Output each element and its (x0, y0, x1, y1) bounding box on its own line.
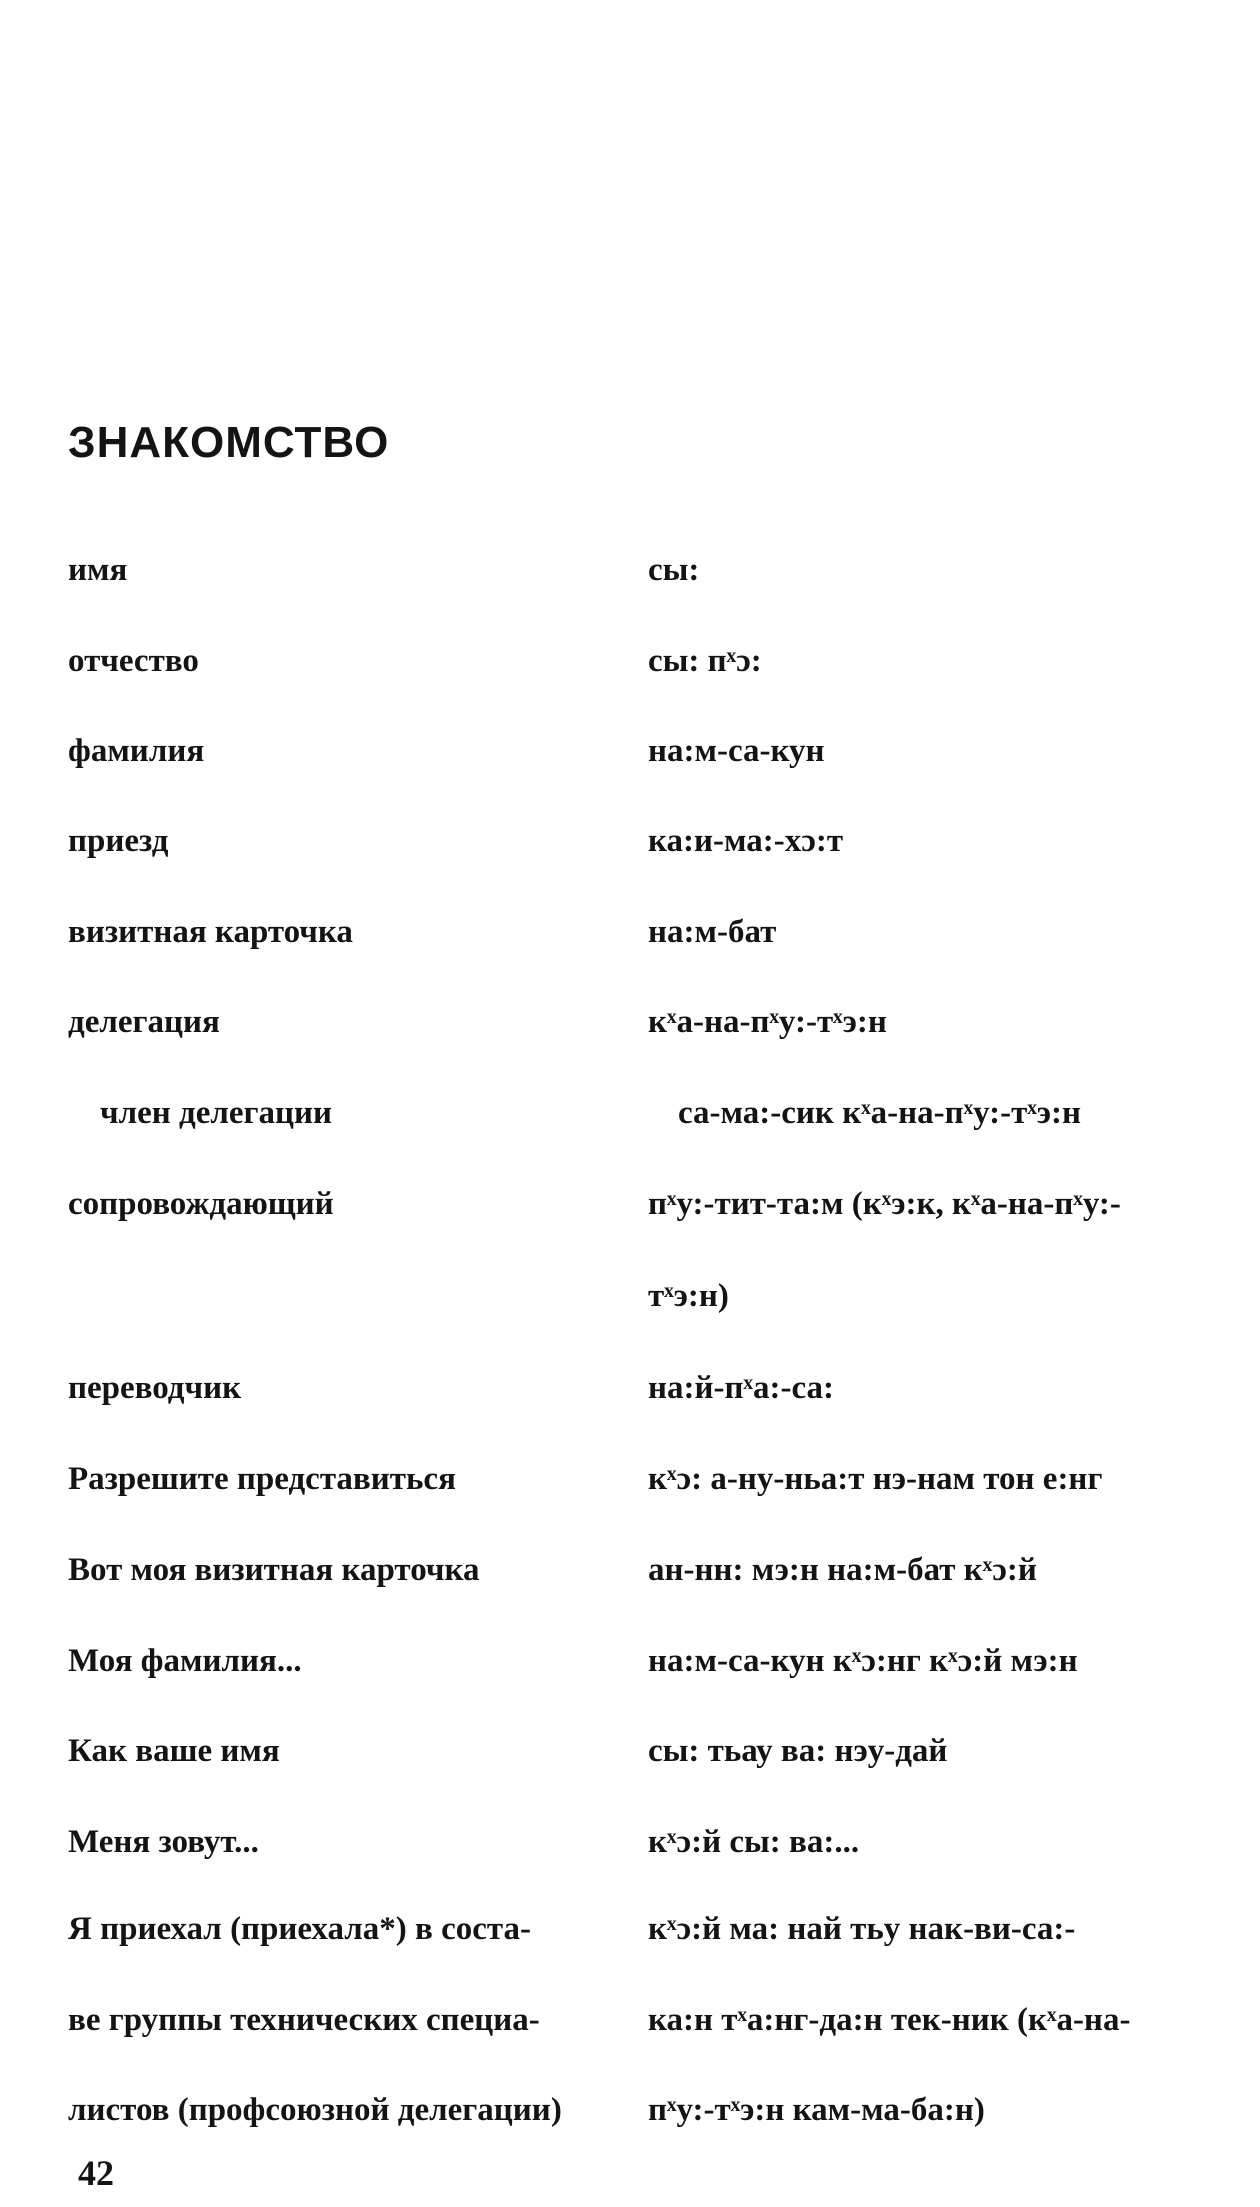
russian-term: имя (68, 552, 128, 588)
russian-term: переводчик (68, 1370, 242, 1406)
russian-term: сопровождающий (68, 1186, 334, 1222)
russian-term: визитная карточка (68, 914, 353, 950)
transcription: са-ма:-сик кˣа-на-пˣу:-тˣэ:н (678, 1095, 1082, 1131)
transcription: на:й-пˣа:-са: (648, 1370, 834, 1406)
russian-term: листов (профсоюзной делегации) (68, 2092, 562, 2128)
russian-term: делегация (68, 1004, 220, 1040)
russian-term: Меня зовут... (68, 1824, 259, 1860)
phrase-row (0, 1643, 1260, 1703)
page-number: 42 (78, 2153, 114, 2193)
russian-term: Я приехал (приехала*) в соста- (68, 1911, 531, 1947)
russian-term: Вот моя визитная карточка (68, 1552, 480, 1588)
phrase-row (0, 1461, 1260, 1521)
section-heading: ЗНАКОМСТВО (68, 418, 390, 467)
phrase-row (0, 733, 1260, 793)
russian-term: ве группы технических специа- (68, 2002, 540, 2038)
russian-term: отчество (68, 643, 199, 679)
transcription: кˣɔ:й сы: ва:... (648, 1824, 860, 1860)
phrase-row (0, 552, 1260, 612)
phrase-row (0, 2002, 1260, 2062)
transcription: тˣэ:н) (648, 1278, 729, 1314)
russian-term: член делегации (100, 1095, 333, 1131)
phrase-row (0, 1186, 1260, 1246)
phrase-row (0, 1733, 1260, 1793)
phrase-row (0, 1278, 1260, 1338)
transcription: на:м-бат (648, 914, 777, 950)
phrase-row (0, 1095, 1260, 1155)
phrase-row (0, 1824, 1260, 1884)
transcription: пˣу:-тˣэ:н кам-ма-ба:н) (648, 2092, 985, 2128)
transcription: кˣɔ: а-ну-ньа:т нэ-нам тон е:нг (648, 1461, 1103, 1497)
transcription: ка:н тˣа:нг-да:н тек-ник (кˣа-на- (648, 2002, 1131, 2038)
transcription: ан-нн: мэ:н на:м-бат кˣɔ:й (648, 1552, 1037, 1588)
russian-term: Как ваше имя (68, 1733, 280, 1769)
phrase-row (0, 2092, 1260, 2152)
transcription: сы: (648, 552, 700, 588)
phrase-row (0, 643, 1260, 703)
transcription: кˣа-на-пˣу:-тˣэ:н (648, 1004, 887, 1040)
transcription: пˣу:-тит-та:м (кˣэ:к, кˣа-на-пˣу:- (648, 1186, 1121, 1222)
russian-term: Разрешите представиться (68, 1461, 456, 1497)
transcription: на:м-са-кун кˣɔ:нг кˣɔ:й мэ:н (648, 1643, 1078, 1679)
transcription: сы: тьау ва: нэу-дай (648, 1733, 948, 1769)
phrase-row (0, 1911, 1260, 1971)
phrase-row (0, 914, 1260, 974)
russian-term: фамилия (68, 733, 205, 769)
phrase-row (0, 1552, 1260, 1612)
phrase-row (0, 1004, 1260, 1064)
phrase-row (0, 1370, 1260, 1430)
russian-term: приезд (68, 823, 169, 859)
transcription: ка:и-ма:-хɔ:т (648, 823, 844, 859)
transcription: кˣɔ:й ма: най тьу нак-ви-са:- (648, 1911, 1076, 1947)
phrase-row (0, 823, 1260, 883)
russian-term: Моя фамилия... (68, 1643, 302, 1679)
transcription: сы: пˣɔ: (648, 643, 762, 679)
transcription: на:м-са-кун (648, 733, 825, 769)
